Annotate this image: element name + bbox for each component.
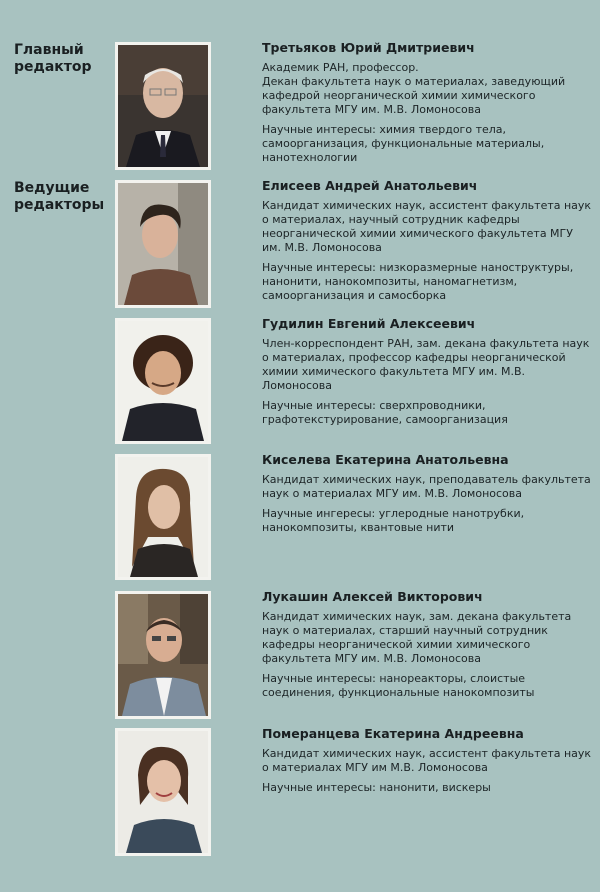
editor-name: Лукашин Алексей Викторович — [262, 589, 483, 604]
editor-bio: Академик РАН, профессор. Декан факультета наук о материалах, заведующий кафедрой неорганической химии химического факультета МГУ им. М.В. Ломоносова — [262, 61, 566, 116]
editor-name: Гудилин Евгений Алексеевич — [262, 316, 476, 331]
editor-name: Третьяков Юрий Дмитриевич — [262, 40, 475, 55]
portrait-image — [118, 183, 208, 305]
editor-photo — [115, 42, 211, 170]
editor-photo — [115, 728, 211, 856]
editor-name: Киселева Екатерина Анатольевна — [262, 452, 509, 467]
editor-entry — [262, 726, 592, 801]
editor-entry — [262, 452, 592, 541]
editor-bio: Кандидат химических наук, ассистент факультета наук о материалах МГУ им М.В. Ломоносова — [262, 747, 592, 774]
editor-bio: Кандидат химических наук, зам. декана факультета наук о материалах, старший научный сотрудник кафедры неорганической химии химического факультета МГУ им. М.В. Ломоносова — [262, 610, 572, 665]
editor-bio: Кандидат химических наук, преподаватель факультета наук о материалах МГУ им. М.В. Ломоносова — [262, 473, 591, 500]
editor-photo — [115, 180, 211, 308]
portrait-image — [118, 457, 208, 577]
editor-entry — [262, 589, 592, 706]
editor-interests: Научные интересы: нанонити, вискеры — [262, 781, 491, 794]
editor-entry — [262, 316, 592, 433]
editor-name: Померанцева Екатерина Андреевна — [262, 726, 524, 741]
editor-entry — [262, 40, 592, 171]
portrait-image — [118, 321, 208, 441]
editor-bio: Кандидат химических наук, ассистент факультета наук о материалах, научный сотрудник кафедры неорганической химии химического факультета МГУ им. М.В. Ломоносова — [262, 199, 592, 254]
editor-interests: Научные интересы: низкоразмерные наноструктуры, нанонити, нанокомпозиты, наномагнетизм, самоорганизация и самосборка — [262, 261, 574, 302]
editor-photo — [115, 318, 211, 444]
editor-name: Елисеев Андрей Анатольевич — [262, 178, 478, 193]
editor-photo — [115, 454, 211, 580]
editor-bio: Член-корреспондент РАН, зам. декана факультета наук о материалах, профессор кафедры неорганической химии химического факультета МГУ им. М.В. Ломоносова — [262, 337, 590, 392]
portrait-image — [118, 45, 208, 167]
chief-editor-label: Главный редактор — [14, 42, 92, 75]
editor-interests: Научные интересы: сверхпроводники, графотекстурирование, самоорганизация — [262, 399, 508, 426]
editor-entry — [262, 178, 592, 309]
portrait-image — [118, 594, 208, 716]
editor-interests: Научные интересы: химия твердого тела, самоорганизация, функциональные материалы, нанотехнологии — [262, 123, 545, 164]
editor-photo — [115, 591, 211, 719]
portrait-image — [118, 731, 208, 853]
leading-editors-label: Ведущие редакторы — [14, 180, 105, 213]
editor-interests: Научные ингересы: углеродные нанотрубки, нанокомпозиты, квантовые нити — [262, 507, 525, 534]
editor-interests: Научные интересы: нанореакторы, слоистые соединения, функциональные нанокомпозиты — [262, 672, 535, 699]
